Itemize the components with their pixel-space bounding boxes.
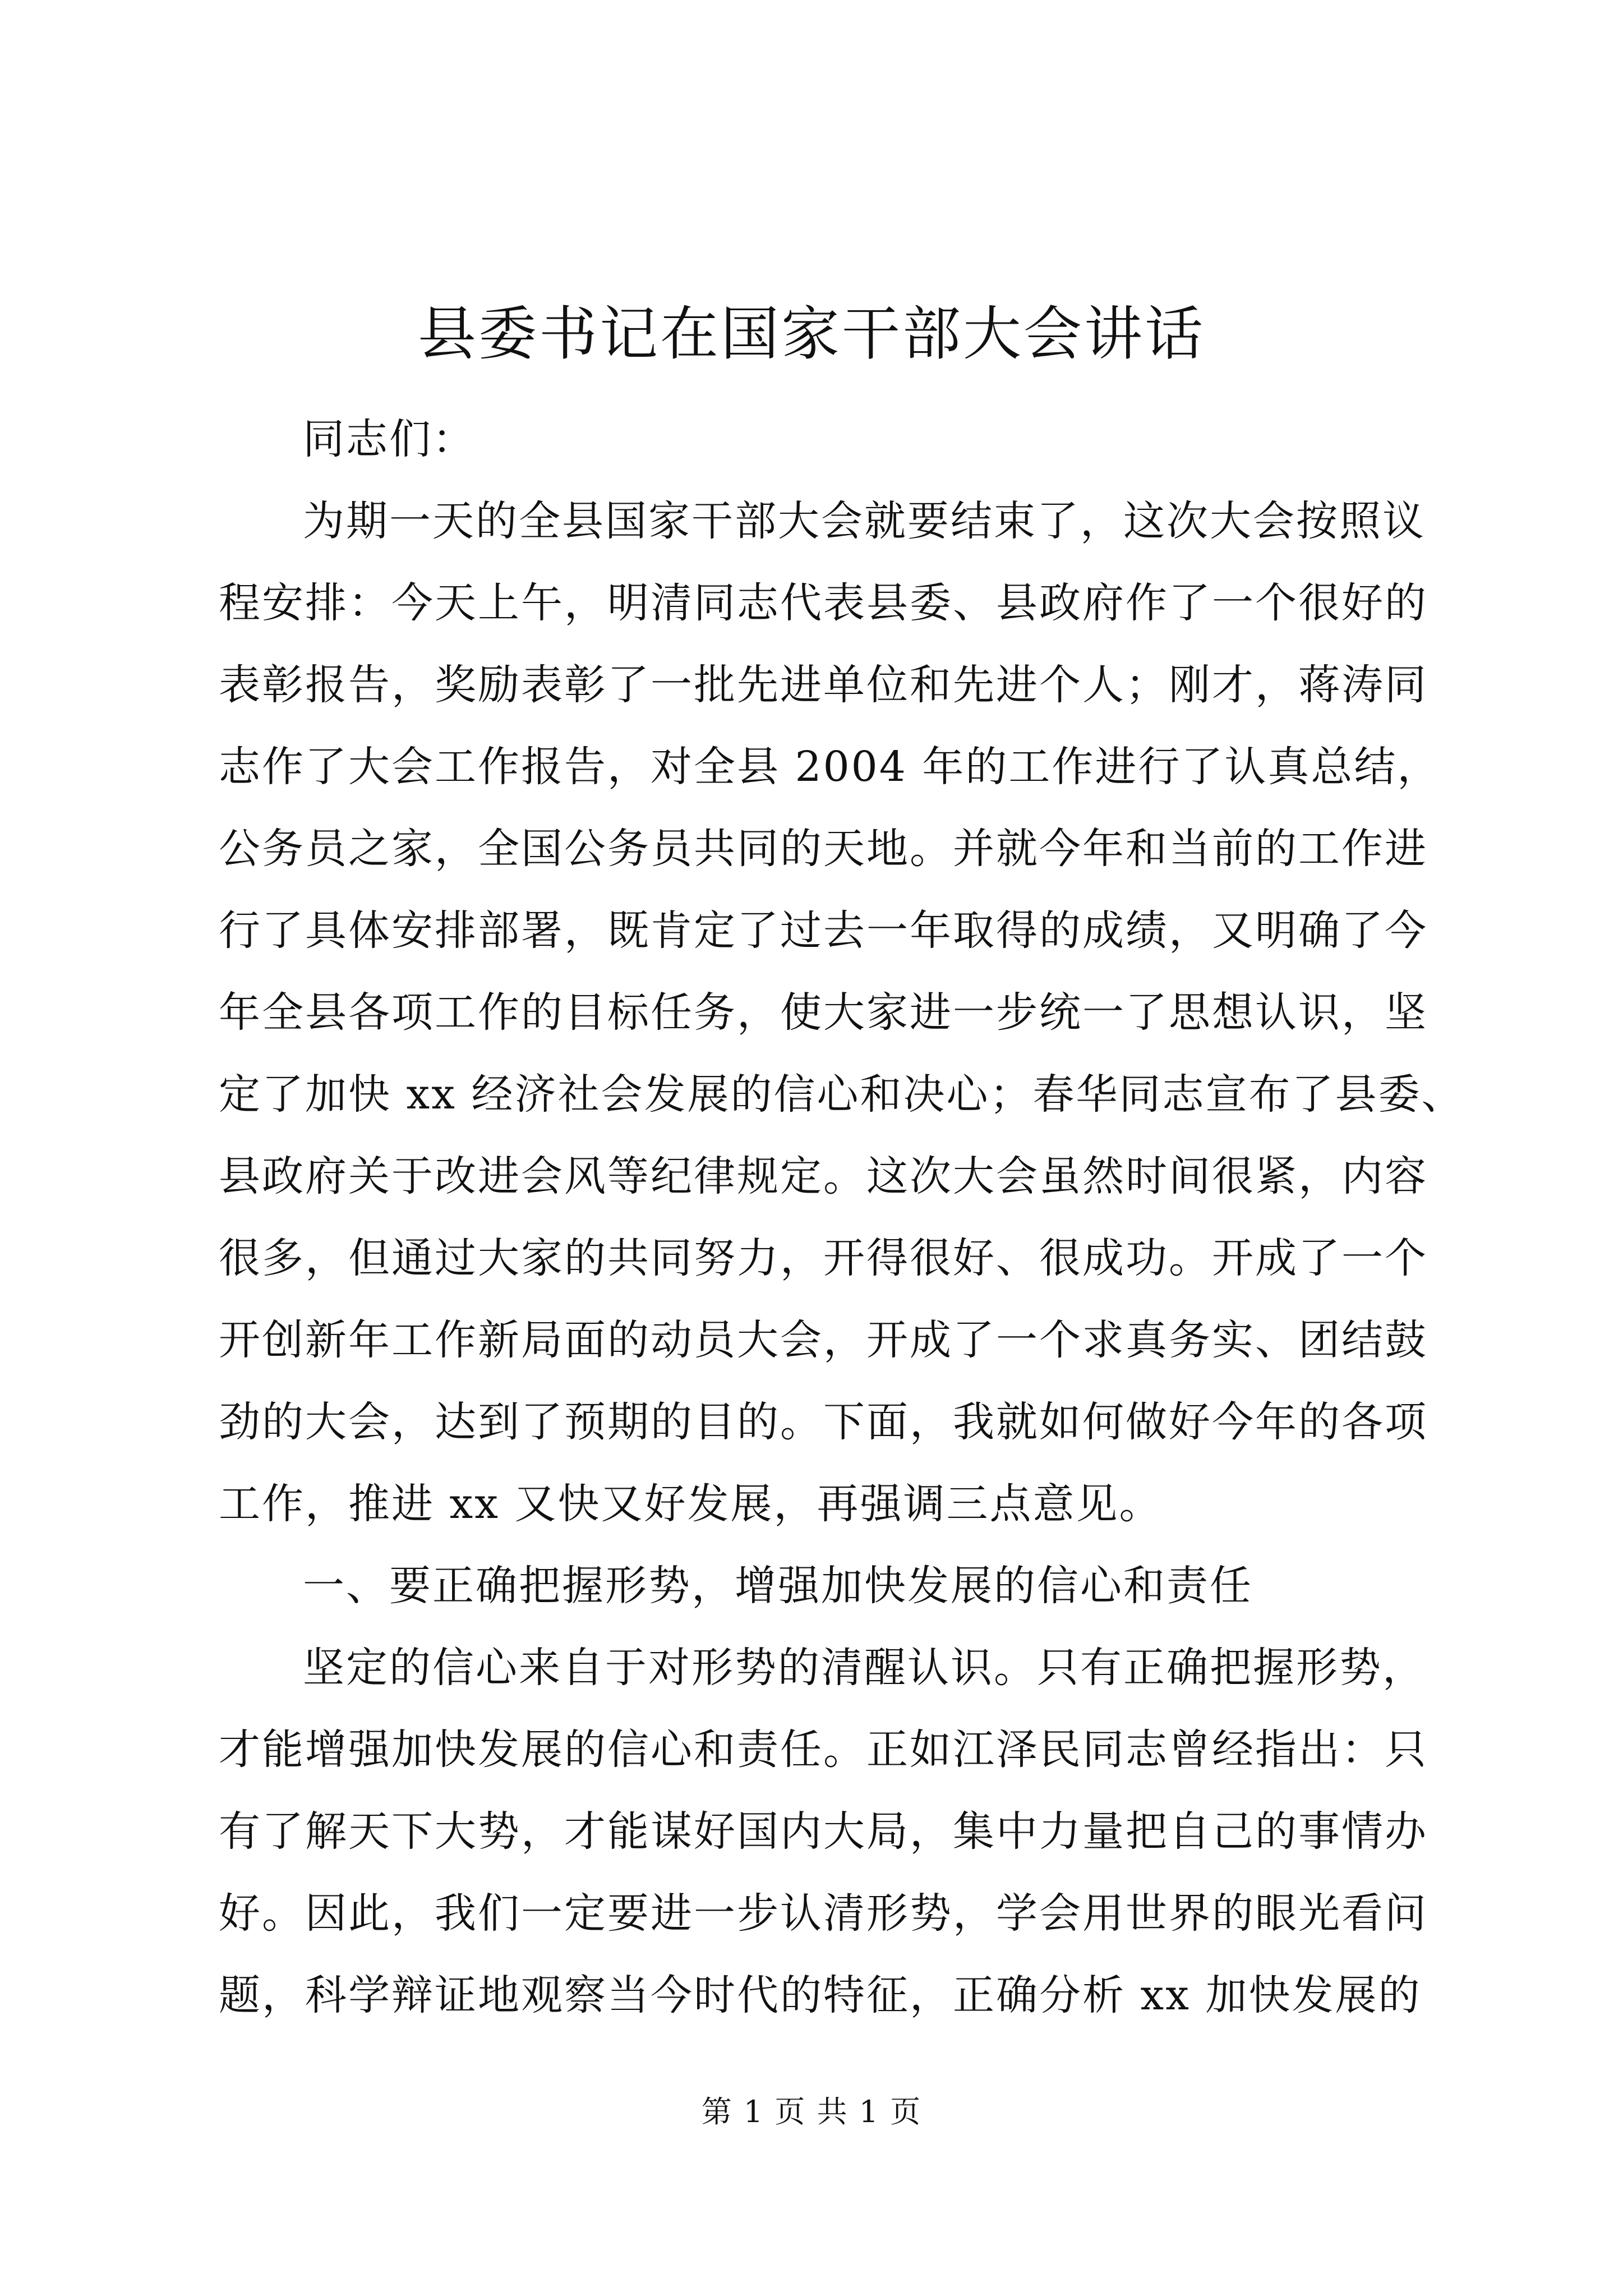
text-line: 行了具体安排部署，既肯定了过去一年取得的成绩，又明确了今 [219,907,1428,955]
text-line: 公务员之家，全国公务员共同的天地。并就今年和当前的工作进 [219,825,1428,873]
text-line: 工作，推进 xx 又快又好发展，再强调三点意见。 [219,1480,1163,1528]
section-heading: 一、要正确把握形势，增强加快发展的信心和责任 [303,1562,1253,1610]
text-line: 表彰报告，奖励表彰了一批先进单位和先进个人；刚才，蒋涛同 [219,661,1428,709]
text-line: 年全县各项工作的目标任务，使大家进一步统一了思想认识，坚 [219,988,1428,1037]
text-line: 县政府关于改进会风等纪律规定。这次大会虽然时间很紧，内容 [219,1152,1428,1200]
document-body [219,398,1465,2036]
text-line: 题，科学辩证地观察当今时代的特征，正确分析 xx 加快发展的 [219,1971,1422,2019]
text-line: 志作了大会工作报告，对全县 2004 年的工作进行了认真总结， [219,743,1441,791]
text-line: 同志们： [303,415,476,463]
text-line: 很多，但通过大家的共同努力，开得很好、很成功。开成了一个 [219,1234,1428,1282]
text-line: 定了加快 xx 经济社会发展的信心和决心；春华同志宣布了县委、 [219,1070,1465,1119]
text-line: 才能增强加快发展的信心和责任。正如江泽民同志曾经指出：只 [219,1726,1428,1774]
text-line: 程安排：今天上午，明清同志代表县委、县政府作了一个很好的 [219,579,1428,627]
text-line: 好。因此，我们一定要进一步认清形势，学会用世界的眼光看问 [219,1889,1428,1938]
text-line: 为期一天的全县国家干部大会就要结束了，这次大会按照议 [303,497,1426,545]
text-line: 坚定的信心来自于对形势的清醒认识。只有正确把握形势， [303,1644,1426,1692]
document-title: 县委书记在国家干部大会讲话 [417,300,1205,368]
text-line: 劲的大会，达到了预期的目的。下面，我就如何做好今年的各项 [219,1398,1428,1446]
text-line: 开创新年工作新局面的动员大会，开成了一个求真务实、团结鼓 [219,1316,1428,1364]
page-footer: 第 1 页 共 1 页 [701,2094,922,2129]
text-line: 有了解天下大势，才能谋好国内大局，集中力量把自己的事情办 [219,1807,1428,1856]
